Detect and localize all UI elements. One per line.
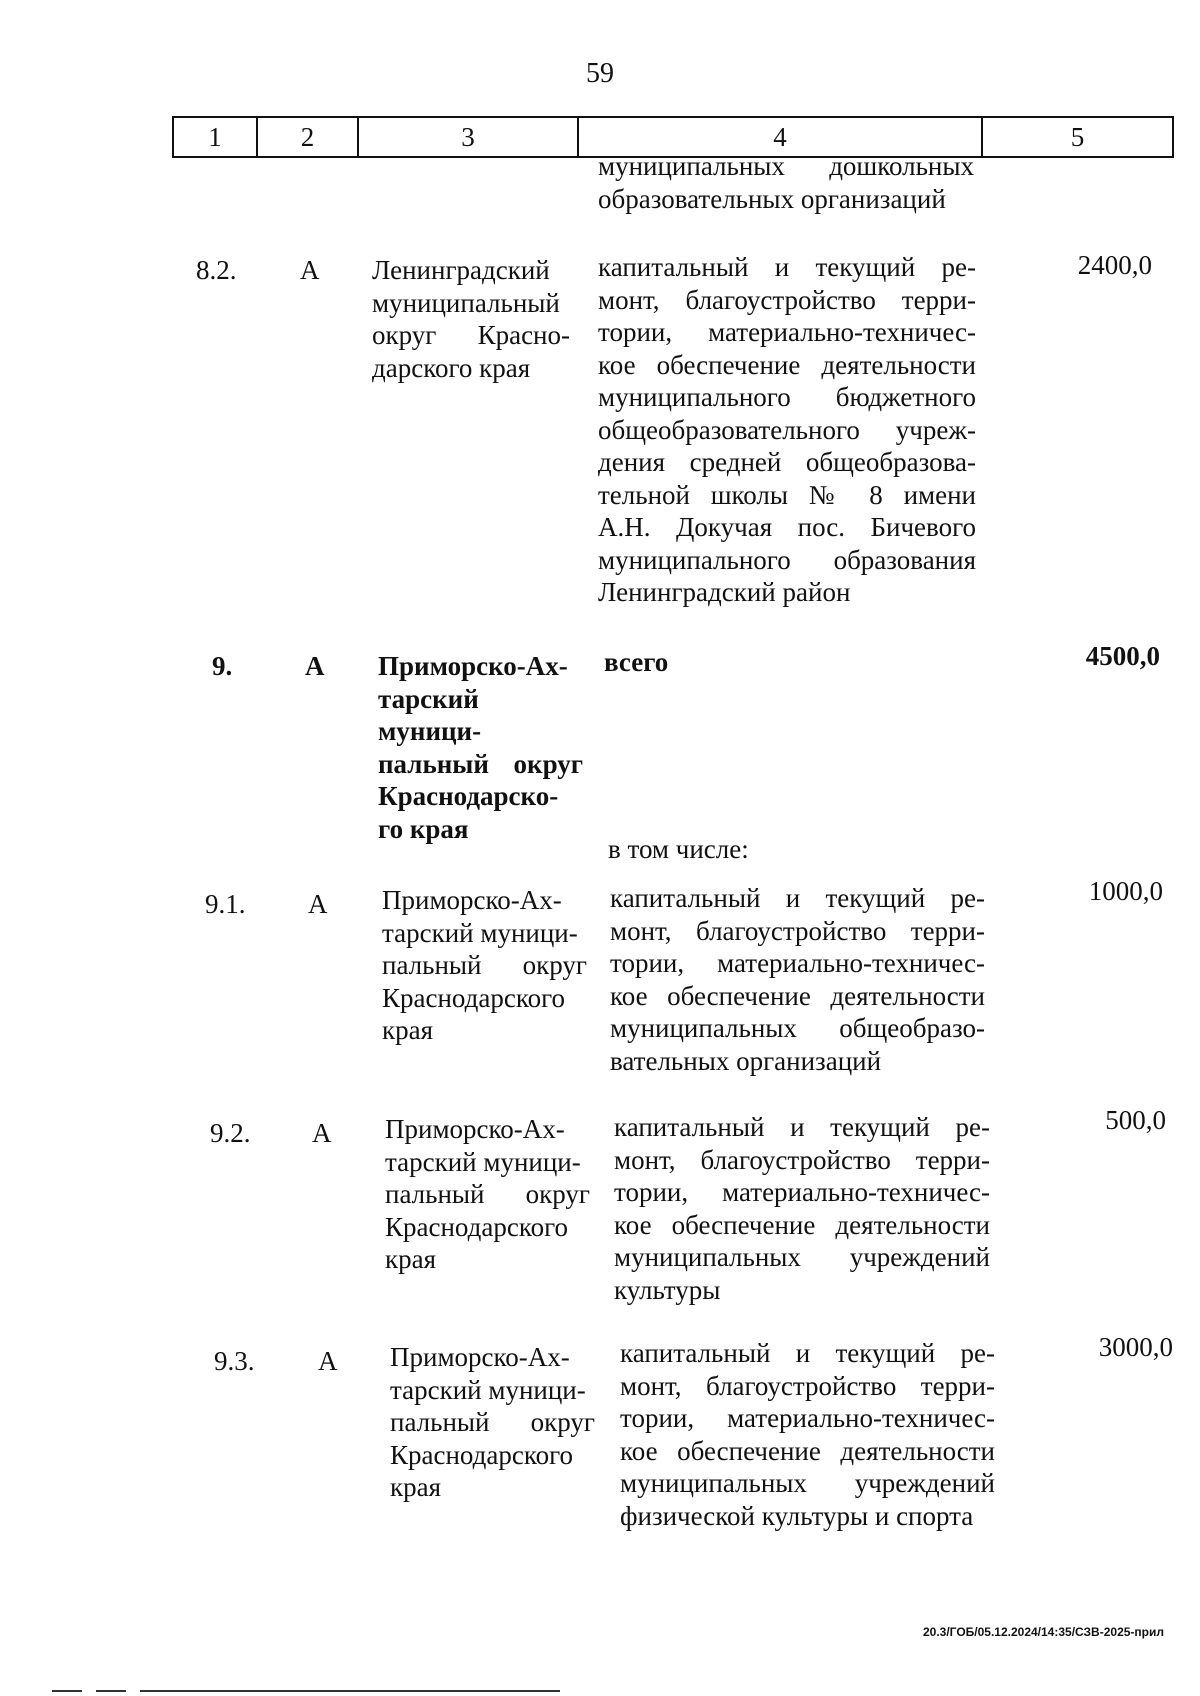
row-amount: 500,0 bbox=[1105, 1105, 1166, 1135]
row-number: 9.2. bbox=[210, 1118, 251, 1148]
row-purpose: всего bbox=[604, 647, 669, 677]
page-number: 59 bbox=[586, 58, 614, 89]
header-col-4: 4 bbox=[579, 118, 983, 156]
row-number: 9. bbox=[212, 651, 233, 681]
row-category: А bbox=[300, 255, 320, 285]
document-stamp: 20.3/ГОБ/05.12.2024/14:35/СЗВ-2025-прил bbox=[922, 1625, 1164, 1639]
row-municipality: Приморско-Ах- тарский муници- пальный округ Краснодарско- го края bbox=[378, 651, 583, 844]
header-col-3: 3 bbox=[359, 118, 579, 156]
row-purpose: капитальный и текущий ре- монт, благоустройство терри- тории, материально-техничес- кое обеспечение деятельности муниципальных общеобразо- вательных организаций bbox=[610, 883, 985, 1076]
including-label: в том числе: bbox=[608, 834, 749, 864]
row-amount: 2400,0 bbox=[1077, 250, 1152, 280]
row-purpose: капитальный и текущий ре- монт, благоустройство терри- тории, материально-техничес- кое обеспечение деятельности муниципальных учреждений физической культуры и спорта bbox=[620, 1338, 995, 1531]
row-category: А bbox=[318, 1346, 338, 1376]
row-category: А bbox=[312, 1118, 332, 1148]
header-col-1: 1 bbox=[174, 118, 258, 156]
row-municipality: Приморско-Ах- тарский муници- пальный округ Краснодарского края bbox=[385, 1114, 590, 1274]
header-col-5: 5 bbox=[1070, 122, 1085, 152]
row-category: А bbox=[305, 651, 325, 681]
row-amount: 1000,0 bbox=[1088, 876, 1163, 906]
row-municipality: Приморско-Ах- тарский муници- пальный округ Краснодарского края bbox=[390, 1342, 595, 1502]
row-purpose: капитальный и текущий ре- монт, благоустройство терри- тории, материально-техничес- кое обеспечение деятельности муниципального бюджетного общеобразовательного учреж- дения средней общеобразова- тельной школы № 8 имени А.Н. Докучая пос. Бичевого муниципального образования Ленинградский район bbox=[598, 252, 976, 607]
row-purpose: капитальный и текущий ре- монт, благоустройство терри- тории, материально-техничес- кое обеспечение деятельности муниципальных учреждений культуры bbox=[614, 1112, 990, 1305]
continued-purpose-text: муниципальных дошкольных образовательных организаций bbox=[598, 151, 974, 214]
row-category: А bbox=[308, 889, 328, 919]
row-number: 9.3. bbox=[214, 1346, 255, 1376]
row-amount: 4500,0 bbox=[1085, 641, 1160, 671]
scan-edge-line bbox=[52, 1690, 82, 1692]
header-col-2: 2 bbox=[258, 118, 359, 156]
row-municipality: Приморско-Ах- тарский муници- пальный округ Краснодарского края bbox=[382, 885, 587, 1045]
row-number: 8.2. bbox=[196, 255, 237, 285]
row-number: 9.1. bbox=[205, 889, 246, 919]
row-municipality: Ленинградский муниципальный округ Красно- дарского края bbox=[372, 255, 570, 383]
scan-edge-line bbox=[140, 1690, 560, 1692]
scan-edge-line bbox=[96, 1690, 126, 1692]
row-amount: 3000,0 bbox=[1098, 1332, 1173, 1362]
